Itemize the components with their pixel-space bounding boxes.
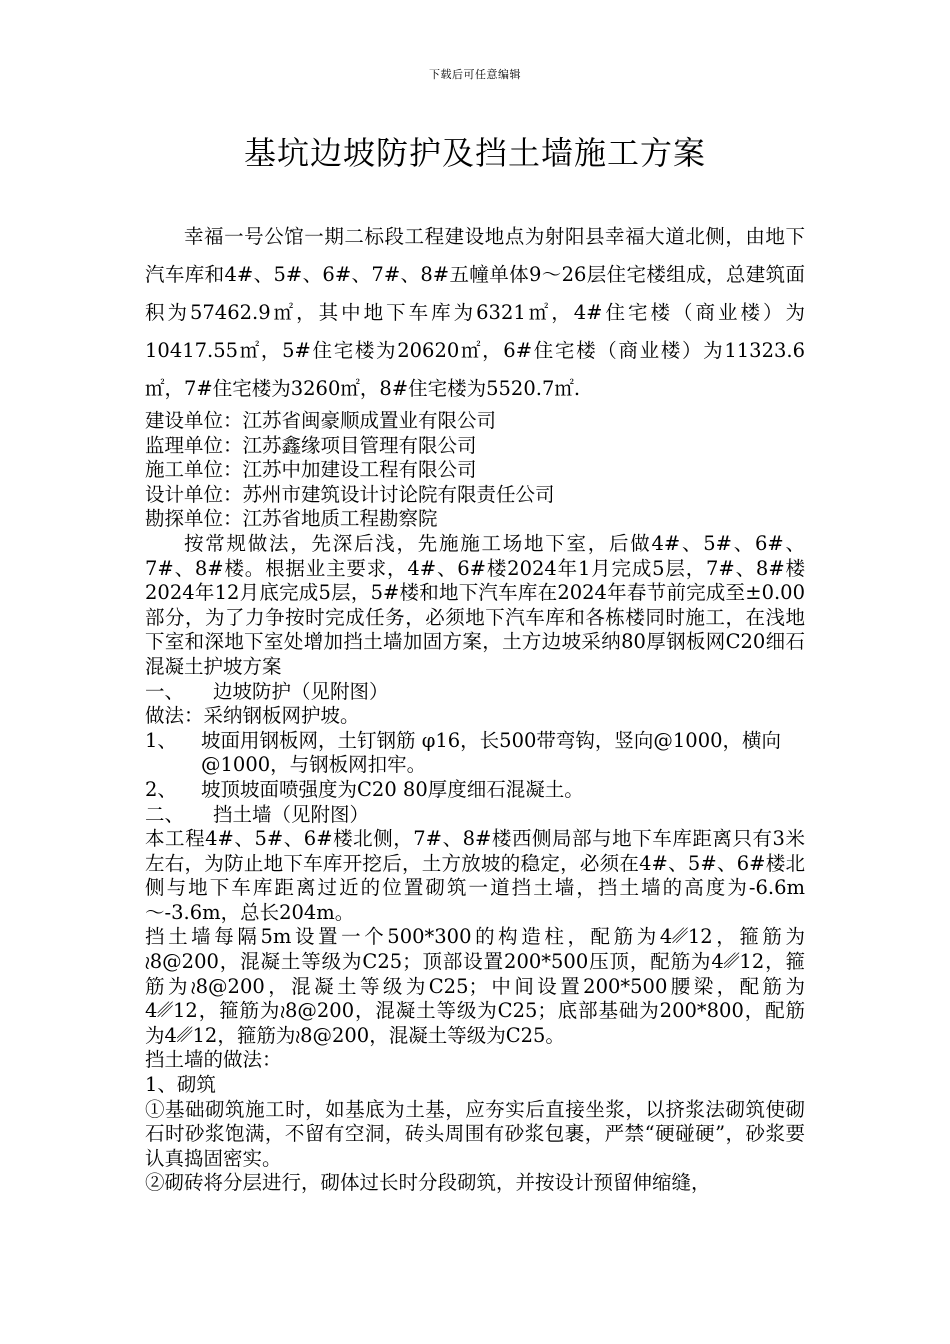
section-1-number: 一、 (145, 679, 185, 703)
section-1-item (145, 778, 805, 803)
item-number: 1、 (145, 728, 177, 752)
construction-unit-line: 建设单位：江苏省闽豪顺成置业有限公司 (145, 409, 497, 432)
supervision-unit-line: 监理单位：江苏鑫缘项目管理有限公司 (145, 433, 477, 457)
section-2-heading (145, 803, 805, 828)
masonry-subheading: 1、砌筑 (145, 1073, 216, 1097)
item-text: 坡顶坡面喷强度为C20 80厚度细石混凝土。 (201, 777, 584, 801)
section-1-title: 边坡防护（见附图） (213, 679, 389, 703)
section-2-number: 二、 (145, 802, 185, 826)
retaining-wall-overview: 本工程4#、5#、6#楼北侧，7#、8#楼西侧局部与地下车库距离只有3米左右，为防止地下车库开挖后，土方放坡的稳定，必须在4#、5#、6#楼北侧与地下车库距离过近的位置砌筑一道挡土墙，挡土墙的高度为-6.6m～-3.6m，总长204m。 (145, 827, 805, 924)
document-body (145, 409, 805, 1196)
contractor-unit-line: 施工单位：江苏中加建设工程有限公司 (145, 458, 477, 482)
document-title: 基坑边坡防护及挡土墙施工方案 (243, 134, 706, 172)
section-2-title: 挡土墙（见附图） (213, 802, 370, 826)
plan-paragraph: 按常规做法，先深后浅，先施施工场地下室，后做4#、5#、6#、7#、8#楼。根据业主要求，4#、6#楼2024年1月完成5层，7#、8#楼2024年12月底完成5层，5#楼和地下汽车库在2024年春节前完成至±0.00部分，为了力争按时完成任务，必须地下汽车库和各栋楼同时施工，在浅地下室和深地下室处增加挡土墙加固方案，土方边坡采纳80厚钢板网C20细石混凝土护坡方案 (145, 531, 805, 678)
retaining-wall-reinforcement: 挡土墙每隔5m设置一个500*300的构造柱，配筋为4␥12，箍筋为≀8@200，混凝土等级为C25；顶部设置200*500压顶，配筋为4␥12，箍筋为≀8@200，混凝土等级为C25；中间设置200*500腰梁，配筋为4␥12，箍筋为≀8@200，混凝土等级为C25；底部基础为200*800，配筋为4␥12，箍筋为≀8@200，混凝土等级为C25。 (145, 925, 805, 1047)
item-text: 坡面用钢板网，土钉钢筋 φ16，长500带弯钩，竖向@1000，横向@1000，与钢板网扣牢。 (201, 728, 782, 777)
section-1-item (145, 729, 805, 778)
survey-unit-line: 勘探单位：江苏省地质工程勘察院 (145, 507, 438, 531)
section-1-method: 做法：采纳钢板网护坡。 (145, 704, 360, 728)
masonry-point: ①基础砌筑施工时，如基底为土基，应夯实后直接坐浆，以挤浆法砌筑使砌石时砂浆饱满，不留有空洞，砖头周围有砂浆包裹，严禁“硬碰硬”，砂浆要认真捣固密实。 (145, 1097, 805, 1170)
masonry-point: ②砌砖将分层进行，砌体过长时分段砌筑，并按设计预留伸缩缝， (145, 1171, 711, 1195)
design-unit-line: 设计单位：苏州市建筑设计讨论院有限责任公司 (145, 482, 555, 506)
header-note: 下载后可任意编辑 (429, 68, 521, 81)
project-intro-paragraph: 幸福一号公馆一期二标段工程建设地点为射阳县幸福大道北侧，由地下汽车库和4#、5#、6#、7#、8#五幢单体9～26层住宅楼组成，总建筑面积为57462.9㎡，其中地下车库为6321㎡，4#住宅楼（商业楼）为10417.55㎡，5#住宅楼为20620㎡，6#住宅楼（商业楼）为11323.6㎡，7#住宅楼为3260㎡，8#住宅楼为5520.7㎡. (145, 225, 805, 400)
retaining-wall-method-heading: 挡土墙的做法： (145, 1048, 282, 1072)
section-1-heading (145, 680, 805, 705)
item-number: 2、 (145, 777, 177, 801)
